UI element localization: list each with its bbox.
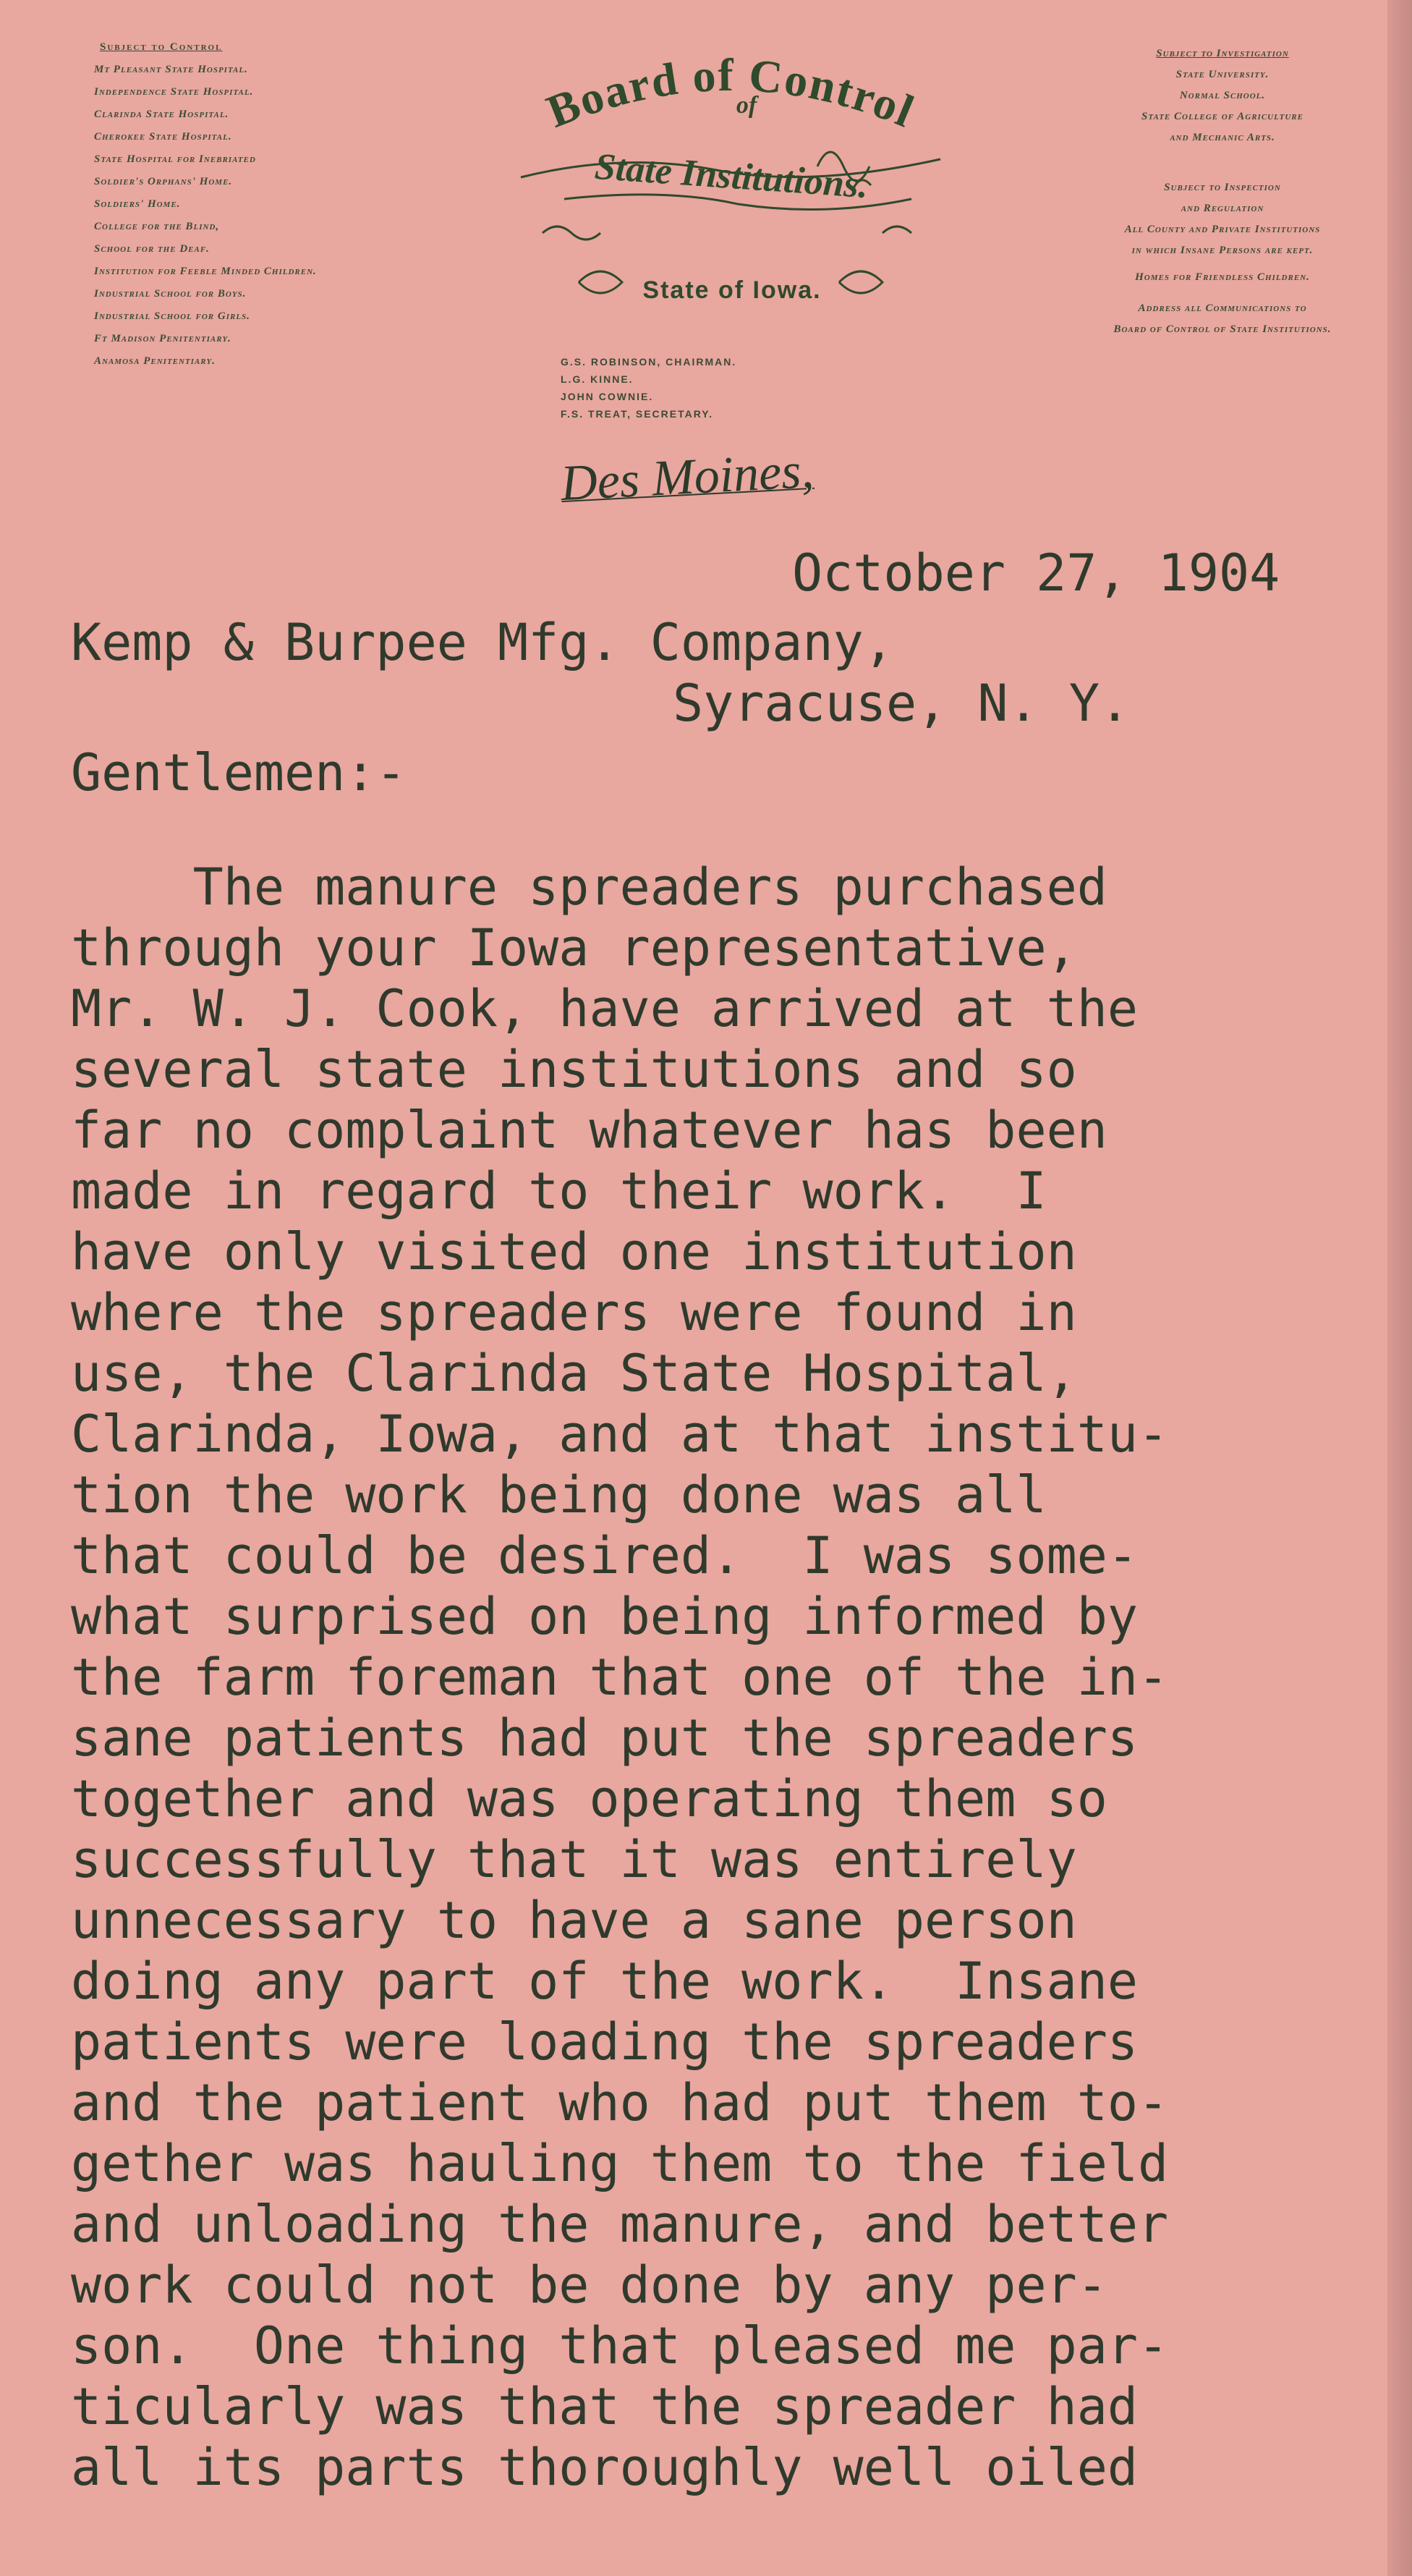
officer: JOHN COWNIE. — [561, 391, 654, 402]
letterhead-right-column — [1042, 43, 1403, 340]
left-item: Cherokee State Hospital. — [94, 131, 232, 143]
left-item: Soldiers' Home. — [94, 198, 181, 210]
body-line: tion the work being done was all — [71, 1465, 1047, 1525]
right-item: State College of Agriculture — [1141, 111, 1303, 122]
body-line: and unloading the manure, and better — [71, 2195, 1169, 2254]
state-ornament-right — [839, 271, 882, 293]
body-line: several state institutions and so — [71, 1040, 1077, 1099]
body-line: together and was operating them so — [71, 1769, 1107, 1829]
board-emblem — [477, 43, 984, 304]
body-line: through your Iowa representative, — [71, 918, 1077, 978]
left-item: Soldier's Orphans' Home. — [94, 176, 233, 187]
left-item: Institution for Feeble Minded Children. — [94, 266, 317, 277]
place-script: Des Moines, — [559, 442, 815, 512]
left-item: Mt Pleasant State Hospital. — [94, 64, 248, 75]
body-line: successfully that it was entirely — [71, 1830, 1077, 1889]
body-line: the farm foreman that one of the in- — [71, 1648, 1169, 1707]
address-line: Address all Communications to — [1138, 302, 1307, 314]
page-edge-shadow — [1387, 0, 1412, 2576]
address-line: Board of Control of State Institutions. — [1113, 323, 1332, 335]
left-item: Anamosa Penitentiary. — [94, 355, 216, 367]
body-line: The manure spreaders purchased — [71, 857, 1107, 917]
spacer — [1042, 148, 1403, 177]
body-line: made in regard to their work. I — [71, 1161, 1047, 1221]
left-heading: Subject to Control — [100, 41, 223, 53]
left-item: Ft Madison Penitentiary. — [94, 333, 231, 344]
body-line: where the spreaders were found in — [71, 1283, 1077, 1342]
right-heading-2: Subject to Inspection — [1164, 182, 1281, 193]
board-officers — [561, 353, 736, 423]
officer: L.G. KINNE. — [561, 373, 634, 385]
body-line: Clarinda, Iowa, and at that institu- — [71, 1404, 1169, 1464]
officer: G.S. ROBINSON, CHAIRMAN. — [561, 356, 737, 368]
body-line: son. One thing that pleased me par- — [71, 2316, 1169, 2376]
body-line: sane patients had put the spreaders — [71, 1708, 1139, 1768]
body-line: that could be desired. I was some- — [71, 1526, 1139, 1585]
left-item: School for the Deaf. — [94, 243, 210, 255]
right-item: in which Insane Persons are kept. — [1131, 245, 1314, 256]
body-line: Mr. W. J. Cook, have arrived at the — [71, 979, 1139, 1038]
body-line: patients were loading the spreaders — [71, 2012, 1139, 2072]
right-item: Normal School. — [1179, 90, 1266, 101]
letterhead-left-column — [94, 36, 398, 373]
left-item: State Hospital for Inebriated — [94, 153, 256, 165]
body-line: far no complaint whatever has been — [71, 1101, 1107, 1160]
salutation: Gentlemen:- — [71, 743, 407, 802]
right-item: State University. — [1175, 69, 1269, 80]
right-heading-3: and Regulation — [1181, 203, 1264, 214]
body-line: doing any part of the work. Insane — [71, 1952, 1139, 2011]
recipient-city: Syracuse, N. Y. — [673, 674, 1131, 733]
letter-date: October 27, 1904 — [792, 543, 1280, 603]
state-of-iowa: State of Iowa. — [642, 276, 822, 304]
board-emblem-art — [477, 43, 984, 347]
left-item: Independence State Hospital. — [94, 86, 254, 98]
body-line: and the patient who had put them to- — [71, 2073, 1169, 2132]
left-item: College for the Blind, — [94, 221, 220, 232]
right-item: and Mechanic Arts. — [1170, 132, 1275, 143]
board-title-line2: State Institutions. — [593, 145, 869, 207]
left-item: Industrial School for Boys. — [94, 288, 247, 300]
body-line: what surprised on being informed by — [71, 1587, 1139, 1646]
right-heading: Subject to Investigation — [1156, 48, 1289, 59]
left-item: Industrial School for Girls. — [94, 310, 250, 322]
board-of: of — [736, 92, 757, 119]
body-line: have only visited one institution — [71, 1222, 1077, 1281]
letter-body — [71, 796, 1168, 2559]
officer: F.S. TREAT, SECRETARY. — [561, 408, 713, 420]
body-line: unnecessary to have a sane person — [71, 1891, 1077, 1950]
right-item: All County and Private Institutions — [1124, 224, 1321, 235]
right-item: Homes for Friendless Children. — [1135, 271, 1310, 283]
body-line: use, the Clarinda State Hospital, — [71, 1344, 1077, 1403]
body-line: ticularly was that the spreader had — [71, 2377, 1139, 2436]
state-ornament-left — [579, 271, 622, 293]
body-line: all its parts thoroughly well oiled — [71, 2438, 1139, 2497]
body-line: gether was hauling them to the field — [71, 2134, 1169, 2193]
left-item: Clarinda State Hospital. — [94, 109, 229, 120]
recipient-name: Kemp & Burpee Mfg. Company, — [71, 613, 894, 672]
board-title-line1: Board of Control — [540, 48, 922, 138]
body-line: work could not be done by any per- — [71, 2255, 1107, 2315]
